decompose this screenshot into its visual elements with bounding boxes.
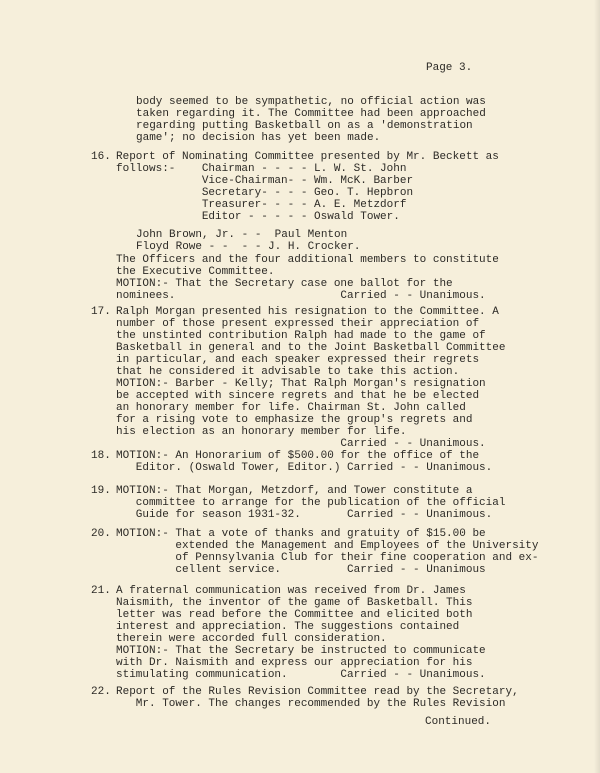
item-21-naismith-communication: A fraternal communication was received from Dr. James Naismith, the inventor of the game of Basketball. This letter was read before the Committee and elicited both interest and appreciation. The suggestions contained therein were accorded full consideration. MOTION:- That the Secretary be instructed to communicate with Dr. Naismith and express our appreciation for his stimulating communication. Carried - - Unanimous. bbox=[116, 585, 486, 681]
item-19-guide-committee: MOTION:- That Morgan, Metzdorf, and Tower constitute a committee to arrange for the publication of the official Guide for season 1931-32. Carried - - Unanimous. bbox=[116, 485, 506, 521]
item-number-19: 19. bbox=[91, 485, 111, 497]
item-16-closing: The Officers and the four additional members to constitute the Executive Committee. MOTION:- That the Secretary case one ballot for the nominees. Carried - - Unanimous. bbox=[116, 254, 499, 302]
item-22-rules-revision: Report of the Rules Revision Committee read by the Secretary, Mr. Tower. The changes recommended by the Rules Revision bbox=[116, 686, 519, 710]
item-number-16: 16. bbox=[91, 151, 111, 163]
item-number-17: 17. bbox=[91, 306, 111, 318]
continuation-paragraph: body seemed to be sympathetic, no official action was taken regarding it. The Committee had been approached regarding putting Basketball on as a 'demonstration game'; no decision has yet been made. bbox=[136, 96, 486, 144]
item-16-nominating-report: Report of Nominating Committee presented by Mr. Beckett as follows:- Chairman - - - - L. W. St. John Vice-Chairman- - Wm. McK. Barber Secretary- - - - Geo. T. Hepbron Treasurer- - - - A. E. Metzdorf Editor - - - - - Oswald Tower. bbox=[116, 151, 499, 223]
item-16-additional-members: John Brown, Jr. - - Paul Menton Floyd Rowe - - - - J. H. Crocker. bbox=[136, 229, 361, 253]
item-18-honorarium: MOTION:- An Honorarium of $500.00 for the office of the Editor. (Oswald Tower, Editor.) Carried - - Unanimous. bbox=[116, 450, 493, 474]
item-20-vote-of-thanks: MOTION:- That a vote of thanks and gratuity of $15.00 be extended the Management and Employees of the University of Pennsylvania Club for their fine cooperation and ex- cellent service. Carried - - Unanimous bbox=[116, 528, 539, 576]
page-number: Page 3. bbox=[426, 62, 473, 74]
page-edge-shadow bbox=[594, 0, 600, 773]
continued-footer: Continued. bbox=[425, 716, 492, 728]
item-number-22: 22. bbox=[91, 686, 111, 698]
item-number-18: 18. bbox=[91, 450, 111, 462]
item-number-21: 21. bbox=[91, 585, 111, 597]
item-17-resignation: Ralph Morgan presented his resignation to the Committee. A number of those present expressed their appreciation of the unstinted contribution Ralph had made to the game of Basketball in general and to the Joint Basketball Committee in particular, and each speaker expressed their regrets that he considered it advisable to take this action. MOTION:- Barber - Kelly; That Ralph Morgan's resignation be accepted with sincere regrets and that he be elected an honorary member for life. Chairman St. John called for a rising vote to emphasize the group's regrets and his election as an honorary member for life. Carried - - Unanimous. bbox=[116, 306, 506, 450]
item-number-20: 20. bbox=[91, 528, 111, 540]
